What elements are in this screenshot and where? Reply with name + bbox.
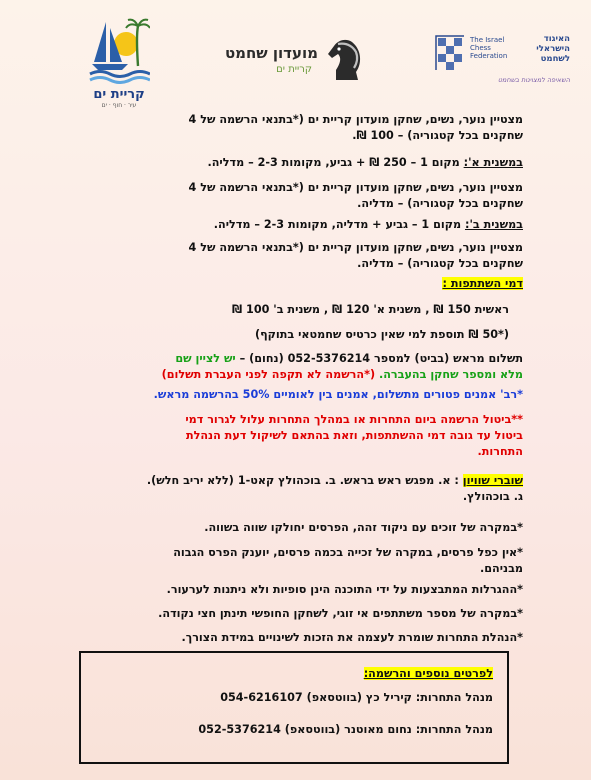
fed-en-1: The Israel [470,36,505,44]
section-a-excel-line-1: מצטיין נוער, נשים, שחקן מועדון קריית ים (*בתנאי הרשמה של 4 [188,181,523,194]
fed-en-3: Federation [470,52,508,60]
rule-1: *במקרה של זוכים עם ניקוד זהה, הפרסים יחולקו שווה בשווה. [204,521,523,534]
fed-he-3: לשחמט [540,54,570,64]
fees-title-row [74,276,523,292]
section-b-excel-line-2: שחקנים בכל קטגוריה) – מדליה. [357,257,523,270]
section-b-label: במשנית ב': [464,218,523,231]
fees-extra: (*50 ₪ תוספת למי שאין כרטיס שחמטאי בתוקף) [254,328,509,341]
club-sub: קריית ים [276,64,312,75]
section-b-text: מקום 1 – גביע + מדליה, מקומות 2-3 – מדליה. [213,218,465,231]
contact-title-row [364,667,493,680]
fed-he-2: הישראלי [536,44,570,54]
contact-box [79,651,509,764]
kiryat-yam-tagline: עיר · חוף · ים [101,102,137,109]
chess-board-icon [432,34,468,74]
sailboat-icon [88,14,150,84]
cancel-line-1: **ביטול הרשמה ביום התחרות או במהלך התחרות עלול לגרור דמי [185,413,523,426]
payment-green-text: יש לציין שם [175,352,236,365]
rule-2 [74,545,523,577]
section-b-excel-line-1: מצטיין נוער, נשים, שחקן מועדון קריית ים (*בתנאי הרשמה של 4 [188,241,523,254]
payment-green-text-2: מלא ומספר שחקן בהעברה. [378,368,523,381]
section-a-excel-line-2: שחקנים בכל קטגוריה) – מדליה. [357,197,523,210]
kiryat-yam-name: קריית ים [93,87,145,102]
prize-section-a [74,155,523,171]
israel-chess-federation-logo [424,32,570,88]
rule-2-line-1: *אין כפל פרסים, במקרה של זכייה בכמה פרסים, יוענק הפרס הגבוה [173,546,523,559]
rule-3: *ההגרלות המתבצעות על ידי התוכנה הינן סופיות ולא ניתנות לערעור. [166,583,523,596]
rule-4: *במקרה של מספר משתתפים אי זוגי, לשחקן החופשי תינתן חצי נקודה. [158,607,523,620]
knight-icon [324,36,368,82]
club-name: מועדון שחמט [224,44,318,62]
tiebreaks-text-2: ג. בוכהולץ. [462,490,523,503]
prize-intro-line-1: מצטיין נוער, נשים, שחקן מועדון קריית ים (*בתנאי הרשמה של 4 [188,113,523,126]
fed-en-2: Chess [470,44,491,52]
tiebreaks [74,473,523,505]
prize-excellence-b [74,240,523,272]
payment-text: תשלום מראש (בביט) למספר 052-5376214 (נחום) – [235,352,523,365]
prize-excellence-main [74,112,523,144]
fees-title: דמי השתתפות : [442,277,523,290]
kiryat-yam-logo [88,14,150,109]
payment-info [74,351,523,383]
fees-line: ראשית 150 ₪ , משנית א' 120 ₪ , משנית ב' 100 ₪ [232,303,509,316]
contact-line-2: מנהל התחרות: נחום מאוטנר (בווטסאפ) 052-5376214 [198,723,493,736]
payment-red-note: (*הרשמה לא תקפה לפני העברת תשלום) [161,368,379,381]
rule-5: *הנהלת התחרות שומרת לעצמה את הזכות לשינויים במידת הצורך. [181,631,523,644]
rule-2-line-2: מבניהם. [479,562,523,575]
cancellation-note [74,412,523,460]
fed-he-1: האיגוד [543,34,570,44]
section-a-text: מקום 1 – 250 ₪ + גביע, מקומות 2-3 – מדליה. [207,156,464,169]
prize-excellence-a [74,180,523,212]
contact-title: לפרטים נוספים והרשמה: [363,667,493,680]
cancel-line-2: ביטול עד גובה דמי ההשתתפות, וזאת בהתאם לשיקול דעת הנהלת [185,429,523,442]
contact-line-1: מנהל התחרות: קיריל כץ (בווטסאפ) 054-6216107 [220,691,493,704]
chess-club-logo [224,32,368,92]
tiebreaks-text-1: : א. מפגש ראש בראש. ב. בוכהולץ קאט-1 (ללא יריב חלש). [146,474,463,487]
prize-intro-line-2: שחקנים בכל קטגוריה) – 100 ₪. [352,129,523,142]
tiebreaks-title: שוברי שוויון [462,474,523,487]
cancel-line-3: התחרות. [477,445,523,458]
section-a-label: במשנית א': [463,156,523,169]
fed-tagline: השאיפה למצוינות בשחמט [497,76,570,84]
discount-note: *רב' אמנים פטורים מתשלום, אמנים בין לאומיים 50% בהרשמה מראש. [153,388,523,401]
prize-section-b [74,217,523,233]
